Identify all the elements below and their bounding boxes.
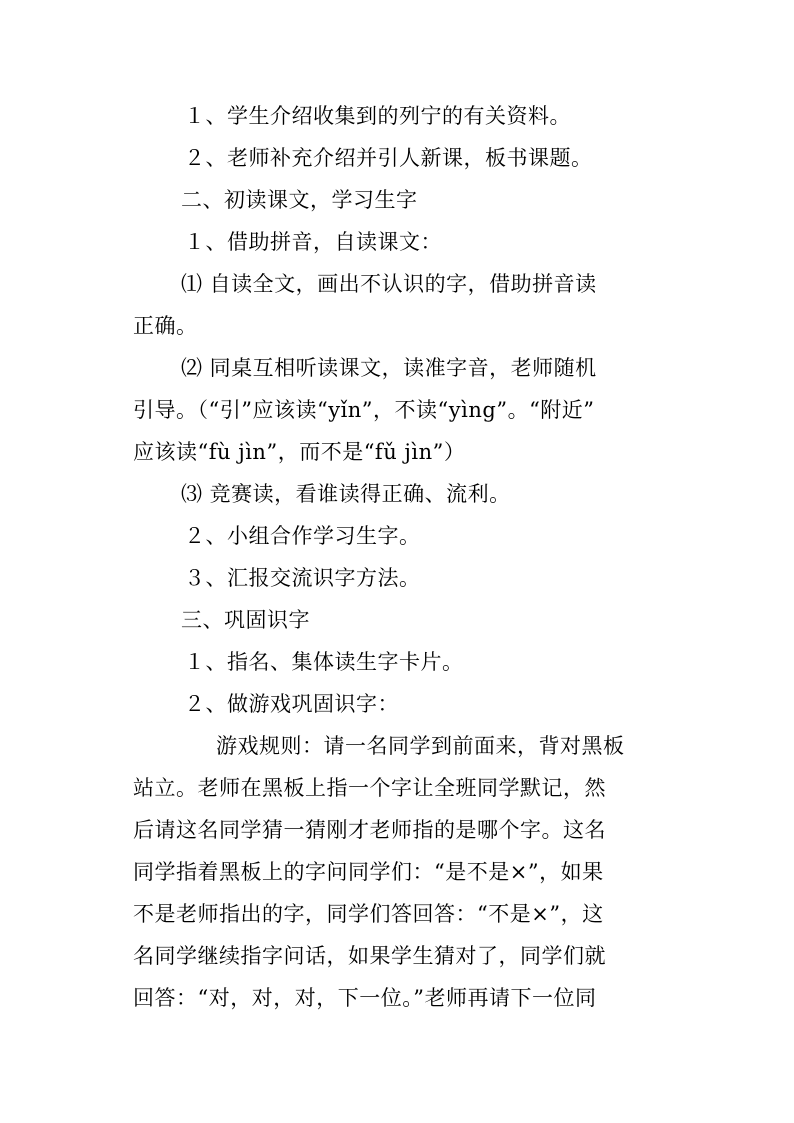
text-line-1: １、学生介绍收集到的列宁的有关资料。	[184, 104, 571, 128]
text-line-14: １、指名、集体读生字卡片。	[184, 650, 464, 674]
text-line-16: 游戏规则：请一名同学到前面来，背对黑板	[216, 734, 625, 758]
text-line-11: ２、小组合作学习生字。	[184, 524, 421, 548]
text-line-18: 后请这名同学猜一猜刚才老师指的是哪个字。这名	[133, 818, 606, 842]
text-line-15: ２、做游戏巩固识字：	[184, 692, 399, 716]
text-line-8: 引导。（“引”应该读“yǐn”，不读“yìng”。“附近”	[133, 398, 595, 422]
text-line-20: 不是老师指出的字，同学们答回答：“不是×”，这	[133, 902, 604, 926]
text-line-5: ⑴ 自读全文，画出不认识的字，借助拼音读	[181, 272, 597, 296]
section-heading-3: 三、巩固识字	[181, 608, 310, 632]
text-line-17: 站立。老师在黑板上指一个字让全班同学默记，然	[133, 776, 606, 800]
text-line-22: 回答：“对，对，对，下一位。”老师再请下一位同	[133, 986, 597, 1010]
text-line-9: 应该读“fù jìn”，而不是“fǔ jìn”）	[133, 440, 466, 464]
text-line-4: １、借助拼音，自读课文：	[184, 230, 442, 254]
text-line-7: ⑵ 同桌互相听读课文，读准字音，老师随机	[181, 356, 597, 380]
text-line-2: ２、老师补充介绍并引人新课，板书课题。	[184, 146, 593, 170]
section-heading-2: 二、初读课文，学习生字	[181, 188, 418, 212]
text-line-21: 名同学继续指字问话，如果学生猜对了，同学们就	[133, 944, 606, 968]
text-line-12: ３、汇报交流识字方法。	[184, 566, 421, 590]
text-line-10: ⑶ 竞赛读，看谁读得正确、流利。	[181, 482, 511, 506]
text-line-19: 同学指着黑板上的字问同学们：“是不是×”，如果	[133, 860, 604, 884]
text-line-6: 正确。	[133, 314, 198, 338]
